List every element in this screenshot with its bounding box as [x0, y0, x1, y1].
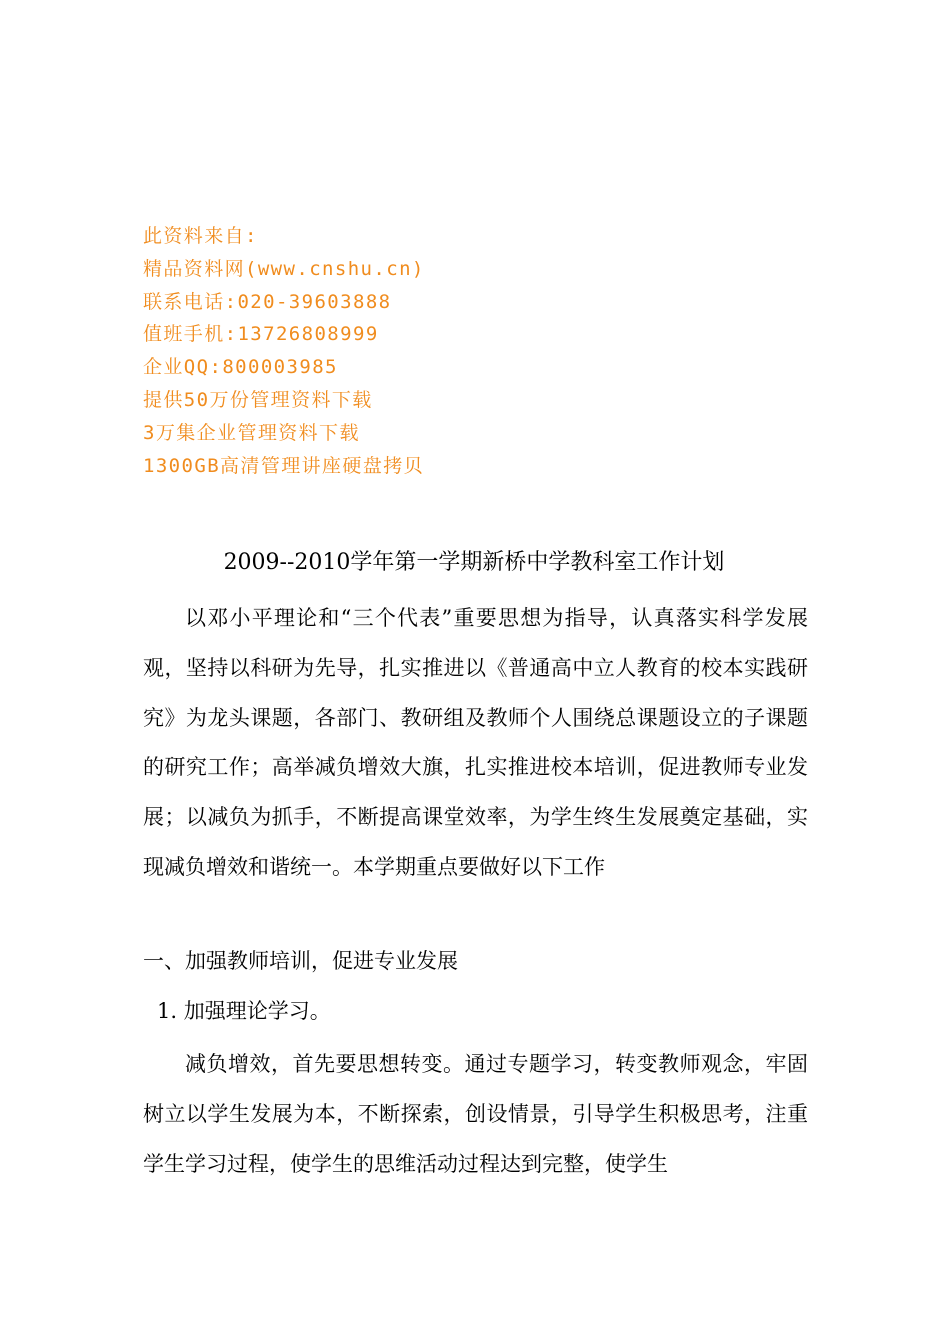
- subsection-paragraph: 减负增效，首先要思想转变。通过专题学习，转变教师观念，牢固树立以学生发展为本，不断探索，创设情景，引导学生积极思考，注重学生学习过程，使学生的思维活动过程达到完整，使学生: [143, 1052, 808, 1176]
- source-line-offer-1: 提供50万份管理资料下载: [143, 388, 373, 411]
- document-title: 2009--2010学年第一学期新桥中学教科室工作计划: [223, 550, 725, 575]
- intro-paragraph: 以邓小平理论和“三个代表”重要思想为指导，认真落实科学发展观，坚持以科研为先导，扎实推进以《普通高中立人教育的校本实践研究》为龙头课题，各部门、教研组及教师个人围绕总课题设立的子课题的研究工作；高举减负增效大旗，扎实推进校本培训，促进教师专业发展；以减负为抓手，不断提高课堂效率，为学生终生发展奠定基础，实现减负增效和谐统一。本学期重点要做好以下工作: [143, 606, 808, 879]
- source-line-offer-3: 1300GB高清管理讲座硬盘拷贝: [143, 454, 425, 477]
- source-line-mobile: 值班手机:13726808999: [143, 323, 379, 346]
- source-info-block: [143, 220, 563, 482]
- subsection-heading: 1. 加强理论学习。: [157, 999, 331, 1023]
- source-line-phone: 联系电话:020-39603888: [143, 290, 392, 313]
- source-line-offer-2: 3万集企业管理资料下载: [143, 421, 360, 444]
- source-line-from: 此资料来自:: [143, 225, 258, 247]
- source-line-qq: 企业QQ:800003985: [143, 356, 338, 379]
- section-heading: 一、加强教师培训，促进专业发展: [143, 949, 458, 973]
- source-line-website: 精品资料网(www.cnshu.cn): [143, 257, 425, 280]
